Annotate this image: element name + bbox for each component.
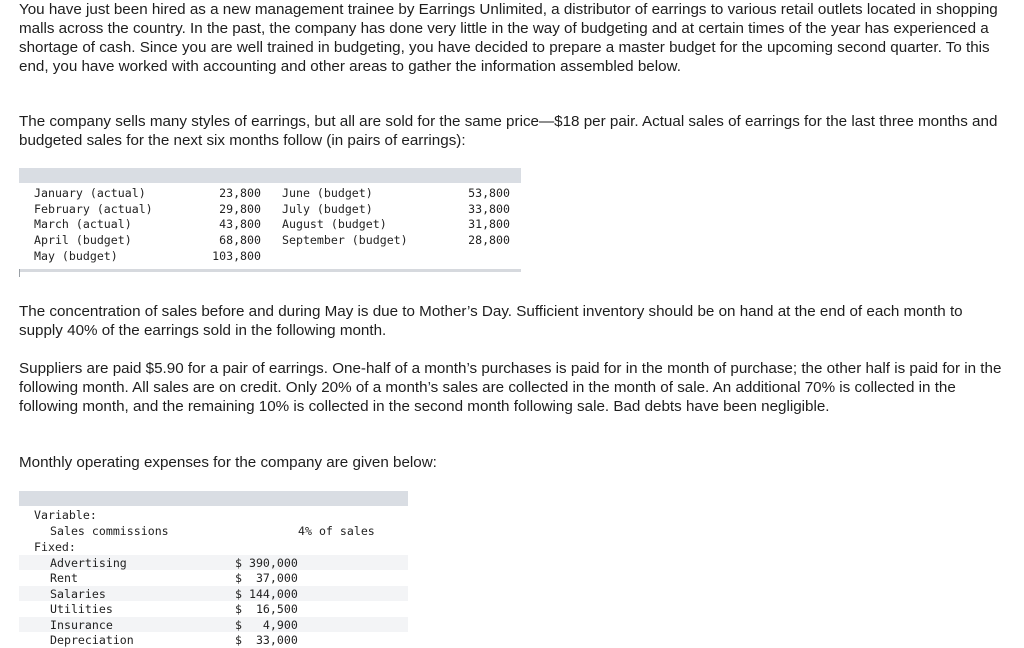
concentration-paragraph: The concentration of sales before and during May is due to Mother’s Day. Sufficient inventory should be on hand at the end of each month to supply 40% of the earrings sold in the following month. [19,303,963,339]
expense-name: Utilities [50,602,113,616]
sales-month-label: April (budget) [34,233,132,247]
expense-name: Depreciation [50,633,134,647]
sales-value: 23,800 [219,186,261,200]
expense-value: $ 4,900 [235,618,298,632]
expense-name: Sales commissions [50,524,169,538]
sales-value: 43,800 [219,217,261,231]
sales-month-label: June (budget) [282,186,373,200]
sales-value: 103,800 [212,249,261,263]
intro-paragraph: You have just been hired as a new management trainee by Earrings Unlimited, a distributor of earrings to various retail outlets located in shopping malls across the country. In the past, the company has done very little in the way of budgeting and at certain times of the year has experienced a shortage of cash. Since you are well trained in budgeting, you have decided to prepare a master budget for the upcoming second quarter. To this end, you have worked with accounting and other areas to gather the information assembled below. [19,1,998,75]
expense-value: $ 144,000 [235,587,298,601]
expenses-table-header-band [19,491,408,506]
sales-paragraph: The company sells many styles of earrings, but all are sold for the same price—$18 per pair. Actual sales of earrings for the last three months and budgeted sales for the next six months follow (in pairs of earrings): [19,113,998,149]
fixed-label: Fixed: [34,540,76,554]
sales-value: 33,800 [468,202,510,216]
sales-month-label: January (actual) [34,186,146,200]
expense-value: $ 37,000 [235,571,298,585]
sales-value: 29,800 [219,202,261,216]
expense-name: Insurance [50,618,113,632]
sales-month-label: March (actual) [34,217,132,231]
expense-value: $ 16,500 [235,602,298,616]
sales-month-label: February (actual) [34,202,153,216]
sales-table [19,168,521,277]
sales-value: 28,800 [468,233,510,247]
suppliers-paragraph: Suppliers are paid $5.90 for a pair of earrings. One-half of a month’s purchases is paid for in the month of purchase; the other half is paid for in the following month. All sales are on credit. Only 20% of a month’s sales are collected in the month of sale. An additional 70% is collected in the following month, and the remaining 10% is collected in the second month following sale. Bad debts have been negligible. [19,360,1002,415]
sales-value: 31,800 [468,217,510,231]
sales-table-header-band [19,168,521,183]
expense-name: Salaries [50,587,106,601]
sales-value: 68,800 [219,233,261,247]
expenses-intro: Monthly operating expenses for the company are given below: [19,454,437,471]
sales-month-label: July (budget) [282,202,373,216]
expense-value: 4% of sales [298,524,375,538]
sales-table-left-rule [19,269,20,277]
expense-value: $ 390,000 [235,556,298,570]
sales-month-label: August (budget) [282,217,387,231]
expense-name: Rent [50,571,78,585]
expenses-table [19,491,408,647]
sales-table-bottom-rule [19,269,521,272]
sales-month-label: May (budget) [34,249,118,263]
expense-value: $ 33,000 [235,633,298,647]
sales-value: 53,800 [468,186,510,200]
variable-label: Variable: [34,508,97,522]
expense-name: Advertising [50,556,127,570]
sales-month-label: September (budget) [282,233,408,247]
